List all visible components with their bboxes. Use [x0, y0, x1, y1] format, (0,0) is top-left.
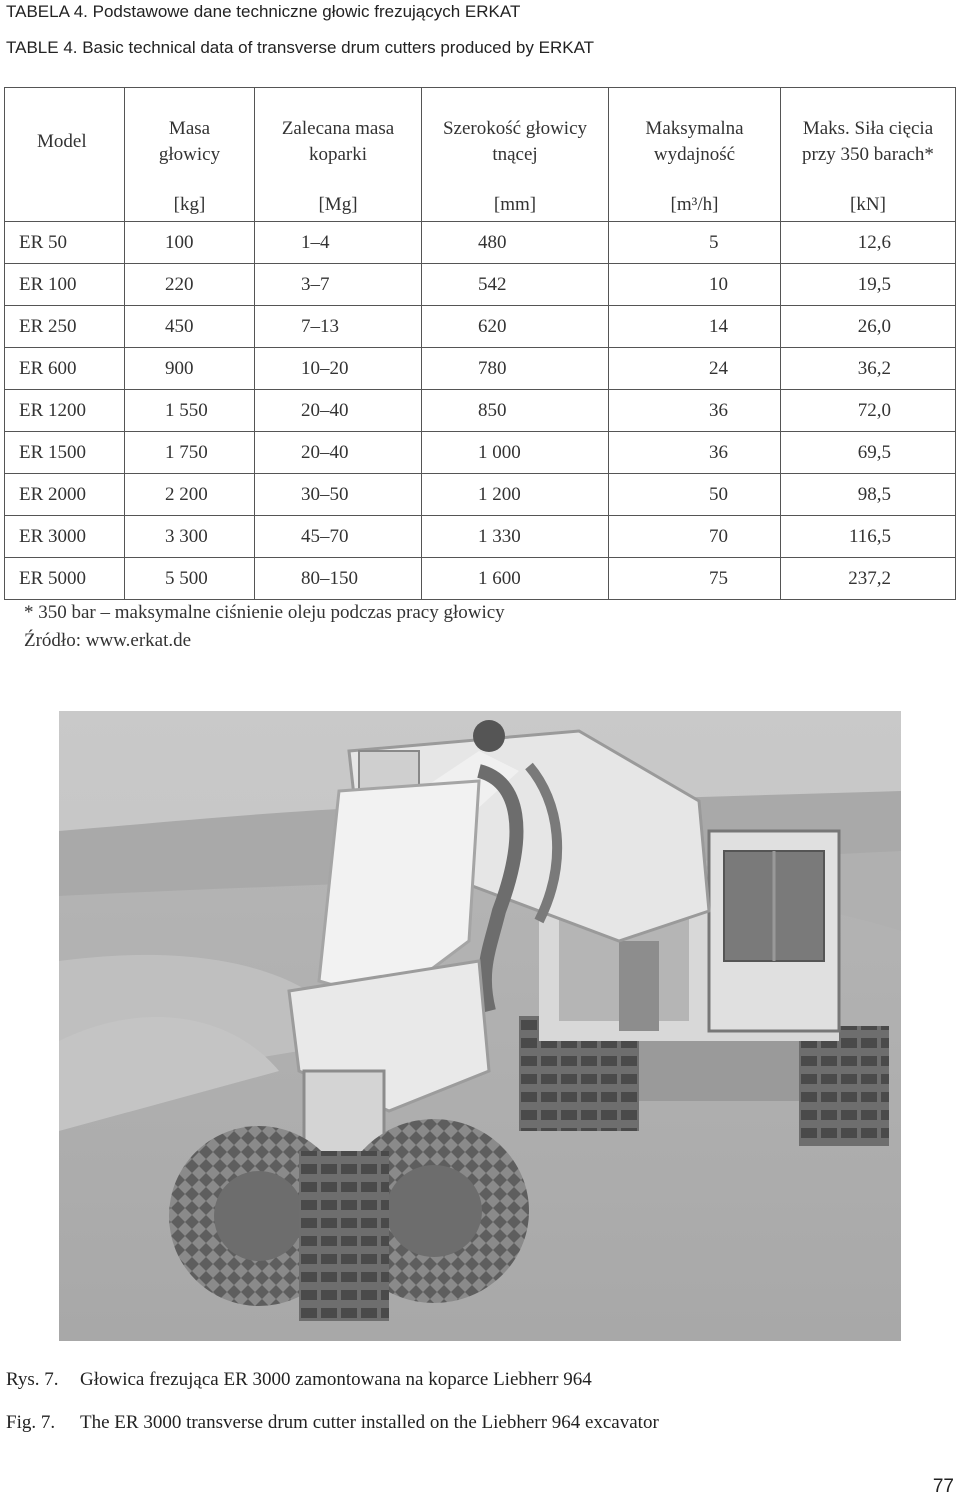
header-force: Maks. Siła cięcia przy 350 barach* — [781, 88, 956, 196]
figure-text-pl: Głowica frezująca ER 3000 zamontowana na koparce Liebherr 964 — [80, 1369, 592, 1390]
table-cell: 14 — [609, 306, 781, 348]
table-row — [5, 306, 956, 348]
table-cell: 1 550 — [125, 390, 255, 432]
table-row — [5, 432, 956, 474]
table-cell: 12,6 — [781, 222, 956, 264]
source-note: Źródło: www.erkat.de — [24, 630, 192, 651]
table-cell: 69,5 — [781, 432, 956, 474]
figure-label-pl: Rys. 7. — [6, 1369, 59, 1390]
table-cell: 50 — [609, 474, 781, 516]
table-cell: 98,5 — [781, 474, 956, 516]
table-row — [5, 390, 956, 432]
table-cell: 36 — [609, 390, 781, 432]
figure-label-en: Fig. 7. — [6, 1412, 56, 1433]
table-cell: 10–20 — [255, 348, 422, 390]
table-cell: 75 — [609, 558, 781, 600]
table-cell: 1 000 — [422, 432, 609, 474]
table-cell: 900 — [125, 348, 255, 390]
table-cell: 450 — [125, 306, 255, 348]
table-row — [5, 264, 956, 306]
unit-output: [m³/h] — [609, 195, 781, 222]
table-cell: ER 1200 — [5, 390, 125, 432]
table-cell: 10 — [609, 264, 781, 306]
excavator-photo — [59, 711, 901, 1341]
table-cell: 1 750 — [125, 432, 255, 474]
table-cell: 542 — [422, 264, 609, 306]
table-cell: 620 — [422, 306, 609, 348]
figure-caption-en — [6, 1412, 659, 1434]
header-row — [5, 88, 956, 196]
table-cell: 36,2 — [781, 348, 956, 390]
table-row — [5, 222, 956, 264]
table-cell: 30–50 — [255, 474, 422, 516]
table-cell: ER 5000 — [5, 558, 125, 600]
table-row — [5, 516, 956, 558]
table-cell: 480 — [422, 222, 609, 264]
table-cell: 100 — [125, 222, 255, 264]
header-mass: Masa głowicy — [125, 88, 255, 196]
table-cell: ER 250 — [5, 306, 125, 348]
table-caption-en: TABLE 4. Basic technical data of transverse drum cutters produced by ERKAT — [6, 38, 595, 57]
table-cell: ER 50 — [5, 222, 125, 264]
table-cell: ER 3000 — [5, 516, 125, 558]
table-row — [5, 474, 956, 516]
table-cell: 5 — [609, 222, 781, 264]
unit-width: [mm] — [422, 195, 609, 222]
table-row — [5, 558, 956, 600]
table-cell: 2 200 — [125, 474, 255, 516]
unit-mass: [kg] — [125, 195, 255, 222]
table-cell: 20–40 — [255, 432, 422, 474]
table-cell: 220 — [125, 264, 255, 306]
header-width: Szerokość głowicy tnącej — [422, 88, 609, 196]
header-output: Maksymalna wydajność — [609, 88, 781, 196]
table-cell: 26,0 — [781, 306, 956, 348]
table-cell: 116,5 — [781, 516, 956, 558]
header-excavator-mass: Zalecana masa koparki — [255, 88, 422, 196]
table-cell: 780 — [422, 348, 609, 390]
table-cell: 237,2 — [781, 558, 956, 600]
table-cell: 45–70 — [255, 516, 422, 558]
table-cell: 70 — [609, 516, 781, 558]
page-number: 77 — [932, 1476, 954, 1497]
unit-row — [5, 195, 956, 222]
table-cell: 1 200 — [422, 474, 609, 516]
figure-text-en: The ER 3000 transverse drum cutter installed on the Liebherr 964 excavator — [80, 1412, 659, 1433]
table-cell: 36 — [609, 432, 781, 474]
table-cell: ER 100 — [5, 264, 125, 306]
table-cell: 24 — [609, 348, 781, 390]
table-cell: 1 330 — [422, 516, 609, 558]
table-cell: 1 600 — [422, 558, 609, 600]
figure-caption-pl — [6, 1369, 592, 1391]
table-cell: 3–7 — [255, 264, 422, 306]
table-cell: 1–4 — [255, 222, 422, 264]
table-cell: 7–13 — [255, 306, 422, 348]
unit-model — [5, 195, 125, 222]
footnote: * 350 bar – maksymalne ciśnienie oleju podczas pracy głowicy — [24, 602, 505, 623]
table-caption-pl: TABELA 4. Podstawowe dane techniczne głowic frezujących ERKAT — [6, 2, 521, 21]
table-cell: 5 500 — [125, 558, 255, 600]
unit-excavator-mass: [Mg] — [255, 195, 422, 222]
table-cell: 3 300 — [125, 516, 255, 558]
table-cell: ER 1500 — [5, 432, 125, 474]
technical-data-table — [4, 87, 956, 600]
table-cell: ER 600 — [5, 348, 125, 390]
table-row — [5, 348, 956, 390]
table-cell: 80–150 — [255, 558, 422, 600]
table-cell: 20–40 — [255, 390, 422, 432]
header-model: Model — [5, 88, 125, 196]
table-cell: 850 — [422, 390, 609, 432]
unit-force: [kN] — [781, 195, 956, 222]
table-cell: 19,5 — [781, 264, 956, 306]
table-cell: ER 2000 — [5, 474, 125, 516]
excavator-drum-cutter-illustration — [59, 711, 901, 1341]
table-cell: 72,0 — [781, 390, 956, 432]
